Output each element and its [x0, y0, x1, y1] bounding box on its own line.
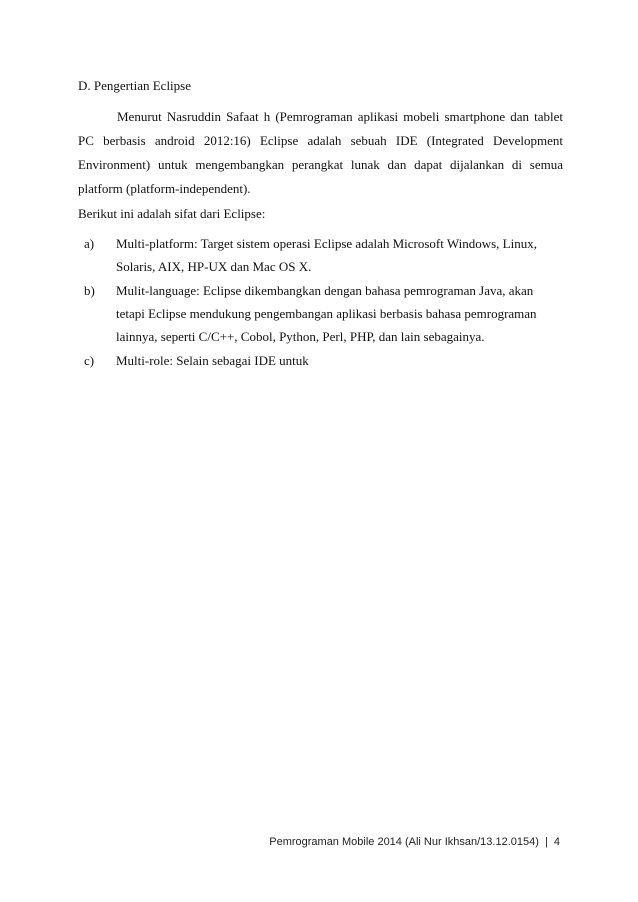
section-heading: D. Pengertian Eclipse — [78, 78, 191, 93]
list-marker: a) — [84, 236, 95, 251]
list-item — [78, 232, 563, 278]
list-item — [78, 349, 563, 372]
page-footer — [269, 835, 560, 849]
list-item — [78, 279, 563, 348]
paragraph-intro-list: Berikut ini adalah sifat dari Eclipse: — [78, 206, 266, 221]
footer-separator: | — [544, 836, 548, 848]
footer-text: Pemrograman Mobile 2014 (Ali Nur Ikhsan/13.12.0154) — [269, 836, 539, 848]
list-item-text: Multi-platform: Target sistem operasi Eclipse adalah Microsoft Windows, Linux, Solaris, AIX, HP-UX dan Mac OS X. — [116, 236, 537, 274]
page-number: 4 — [553, 836, 560, 848]
list-item-text: Mulit-language: Eclipse dikembangkan dengan bahasa pemrograman Java, akan tetapi Eclipse mendukung pengembangan aplikasi berbasis bahasa pemrograman lainnya, seperti C/C++, Cobol, Python, Perl, PHP, dan lain sebagainya. — [116, 283, 537, 344]
paragraph-definition: Menurut Nasruddin Safaat h (Pemrograman aplikasi mobeli smartphone dan tablet PC berbasis android 2012:16) Eclipse adalah sebuah IDE (Integrated Development Environment) untuk mengembangkan perangkat lunak dan dapat dijalankan di semua platform (platform-independent). — [78, 109, 563, 196]
list-marker: c) — [84, 353, 95, 368]
list-item-text: Multi-role: Selain sebagai IDE untuk — [116, 353, 309, 368]
list-marker: b) — [84, 283, 95, 298]
properties-list — [78, 232, 563, 373]
